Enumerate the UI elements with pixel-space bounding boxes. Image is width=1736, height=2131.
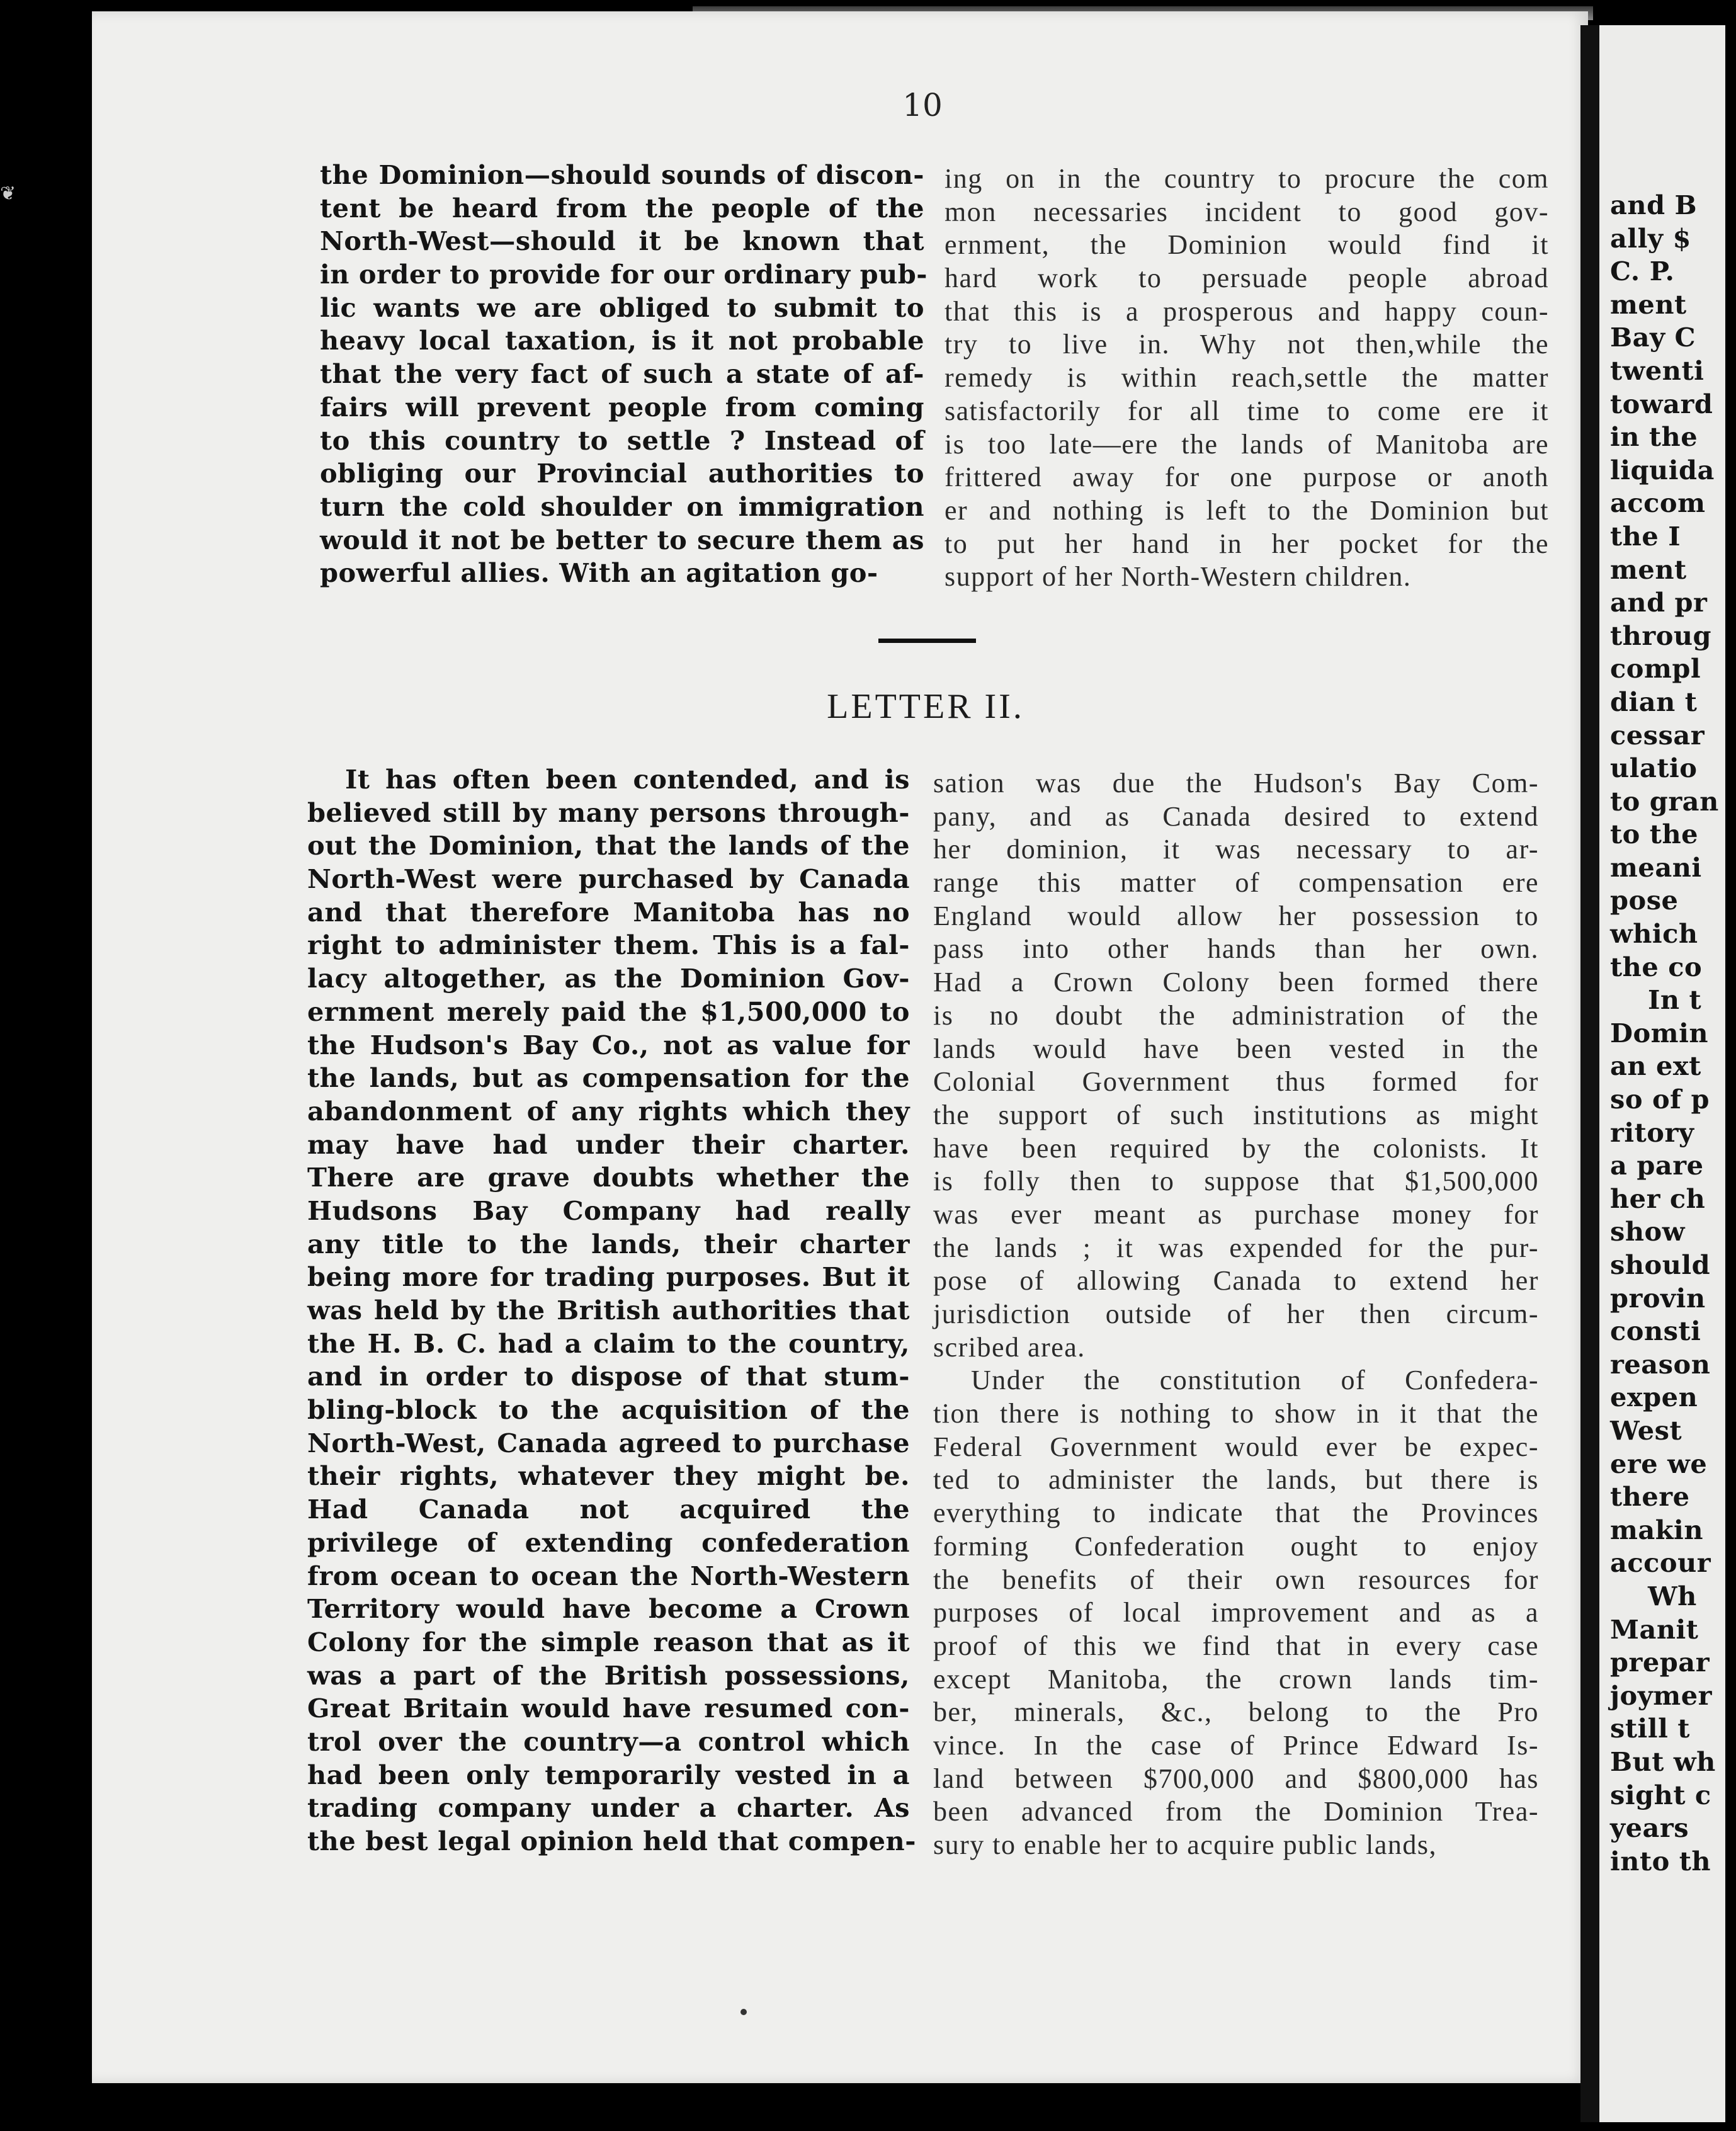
text-line: was a part of the British possessions,: [307, 1659, 910, 1691]
text-line: to put her hand in her pocket for the: [945, 528, 1549, 559]
text-line: show: [1610, 1216, 1685, 1247]
text-line: turn the cold shoulder on immigration: [320, 491, 924, 522]
text-line: the lands ; it was expended for the pur-: [933, 1232, 1539, 1263]
text-line: in the: [1610, 421, 1698, 453]
margin-mark: ❦: [0, 183, 16, 205]
text-line: proof of this we find that in every case: [933, 1630, 1539, 1661]
text-line: sation was due the Hudson's Bay Com-: [933, 768, 1539, 798]
text-line: into th: [1610, 1845, 1711, 1877]
text-line: the co: [1610, 951, 1703, 982]
text-line: prepar: [1610, 1647, 1710, 1678]
text-line: accom: [1610, 487, 1706, 519]
text-line: which: [1610, 918, 1698, 950]
text-line: trading company under a charter. As: [307, 1792, 910, 1824]
text-line: Federal Government would ever be expec-: [933, 1431, 1539, 1462]
text-line: powerful allies. With an agitation go-: [320, 557, 878, 589]
text-line: believed still by many persons through-: [307, 797, 910, 828]
text-line: an ext: [1610, 1050, 1701, 1082]
letter-heading: LETTER II.: [827, 687, 1024, 726]
text-line: North-West, Canada agreed to purchase: [307, 1427, 910, 1458]
text-line: pose of allowing Canada to extend her: [933, 1265, 1539, 1297]
text-line: West: [1610, 1414, 1682, 1446]
text-line: lic wants we are obliged to submit to: [320, 292, 924, 323]
text-line: pany, and as Canada desired to extend: [933, 800, 1539, 832]
text-line: mon necessaries incident to good gov-: [945, 196, 1549, 227]
text-line: Wh: [1648, 1580, 1697, 1611]
text-line: throug: [1610, 620, 1712, 651]
text-line: lacy altogether, as the Dominion Gov-: [307, 963, 910, 994]
text-line: There are grave doubts whether the: [307, 1162, 910, 1193]
text-line: Hudsons Bay Company had really: [307, 1195, 910, 1226]
text-line: that the very fact of such a state of af-: [320, 358, 924, 390]
text-line: the lands, but as compensation for the: [307, 1062, 910, 1094]
text-line: North-West were purchased by Canada: [307, 863, 910, 895]
section-divider: [878, 639, 976, 643]
text-line: support of her North-Western children.: [945, 561, 1412, 593]
text-line: and pr: [1610, 587, 1708, 618]
text-line: bling-block to the acquisition of the: [307, 1394, 910, 1426]
text-line: was ever meant as purchase money for: [933, 1198, 1539, 1230]
ink-speck: [740, 2009, 747, 2015]
text-line: ally $: [1610, 222, 1691, 254]
text-line: the support of such institutions as might: [933, 1099, 1539, 1130]
text-line: that this is a prosperous and happy coun-: [945, 295, 1549, 327]
text-line: Manit: [1610, 1613, 1699, 1645]
text-line: is no doubt the administration of the: [933, 999, 1539, 1031]
text-line: makin: [1610, 1514, 1703, 1545]
text-line: the Dominion—should sounds of discon-: [320, 159, 924, 190]
text-line: try to live in. Why not then,while the: [945, 329, 1549, 360]
text-line: Territory would have become a Crown: [307, 1593, 910, 1625]
text-line: satisfactorily for all time to come ere it: [945, 395, 1549, 426]
text-line: provin: [1610, 1282, 1706, 1314]
text-line: and in order to dispose of that stum-: [307, 1361, 910, 1392]
text-line: tent be heard from the people of the: [320, 192, 924, 224]
text-line: vince. In the case of Prince Edward Is-: [933, 1729, 1539, 1761]
text-line: In t: [1648, 984, 1702, 1016]
text-line: have been required by the colonists. It: [933, 1132, 1539, 1164]
text-line: er and nothing is left to the Dominion but: [945, 494, 1549, 526]
text-line: jurisdiction outside of her then circum-: [933, 1298, 1539, 1329]
text-line: the I: [1610, 520, 1681, 552]
text-line: would it not be better to secure them as: [320, 524, 924, 555]
top-right-column: [945, 162, 1549, 594]
text-line: purposes of local improvement and as a: [933, 1597, 1539, 1628]
text-line: liquida: [1610, 454, 1715, 486]
next-page-text: [1610, 189, 1736, 1878]
text-line: scribed area.: [933, 1331, 1086, 1363]
text-line: a pare: [1610, 1150, 1704, 1181]
text-line: dian t: [1610, 686, 1698, 717]
text-line: the benefits of their own resources for: [933, 1564, 1539, 1595]
text-line: privilege of extending confederation: [307, 1526, 910, 1558]
text-line: toward: [1610, 388, 1713, 419]
text-line: their rights, whatever they might be.: [307, 1460, 910, 1492]
text-line: except Manitoba, the crown lands tim-: [933, 1663, 1539, 1695]
page-gutter: [1580, 25, 1599, 2122]
text-line: forming Confederation ought to enjoy: [933, 1530, 1539, 1562]
text-line: sury to enable her to acquire public lands,: [933, 1829, 1438, 1860]
text-line: ing on in the country to procure the com: [945, 163, 1549, 194]
text-line: to the: [1610, 819, 1699, 850]
text-line: her ch: [1610, 1183, 1706, 1214]
text-line: being more for trading purposes. But it: [307, 1261, 910, 1293]
text-line: cessar: [1610, 719, 1705, 751]
page-number: 10: [902, 87, 943, 123]
text-line: ment: [1610, 288, 1687, 320]
text-line: in order to provide for our ordinary pub-: [320, 259, 928, 290]
text-line: to gran: [1610, 785, 1719, 817]
text-line: been advanced from the Dominion Trea-: [933, 1796, 1539, 1827]
text-line: ment: [1610, 554, 1687, 585]
text-line: obliging our Provincial authorities to: [320, 458, 924, 489]
text-line: the H. B. C. had a claim to the country,: [307, 1327, 910, 1359]
text-line: ritory: [1610, 1117, 1694, 1148]
letter-right-column: [933, 767, 1539, 1862]
text-line: ted to administer the lands, but there is: [933, 1464, 1539, 1496]
text-line: the Hudson's Bay Co., not as value for: [307, 1029, 910, 1060]
text-line: Under the constitution of Confedera-: [971, 1365, 1539, 1396]
text-line: meani: [1610, 851, 1702, 883]
text-line: Had Canada not acquired the: [307, 1494, 910, 1525]
text-line: twenti: [1610, 355, 1705, 386]
text-line: land between $700,000 and $800,000 has: [933, 1763, 1539, 1794]
text-line: abandonment of any rights which they: [307, 1095, 910, 1127]
text-line: years: [1610, 1812, 1689, 1844]
text-line: to this country to settle ? Instead of: [320, 424, 924, 456]
text-line: consti: [1610, 1316, 1701, 1347]
text-line: still t: [1610, 1713, 1690, 1744]
text-line: Colonial Government thus formed for: [933, 1066, 1539, 1098]
top-left-column: [320, 159, 928, 590]
text-line: North-West—should it be known that: [320, 225, 924, 257]
text-line: joymer: [1610, 1679, 1712, 1711]
text-line: frittered away for one purpose or anoth: [945, 462, 1549, 493]
text-line: everything to indicate that the Provinces: [933, 1497, 1539, 1529]
text-line: ere we: [1610, 1448, 1708, 1479]
text-line: remedy is within reach,settle the matter: [945, 362, 1549, 394]
text-line: heavy local taxation, is it not probable: [320, 325, 924, 356]
text-line: was held by the British authorities that: [307, 1295, 910, 1326]
text-line: ber, minerals, &c., belong to the Pro: [933, 1696, 1539, 1728]
text-line: may have had under their charter.: [307, 1128, 910, 1160]
text-line: is too late—ere the lands of Manitoba are: [945, 428, 1549, 460]
text-line: pass into other hands than her own.: [933, 933, 1539, 965]
text-line: range this matter of compensation ere: [933, 867, 1539, 899]
text-line: It has often been contended, and is: [345, 764, 910, 795]
text-line: fairs will prevent people from coming: [320, 391, 924, 423]
text-line: lands would have been vested in the: [933, 1033, 1539, 1064]
text-line: and that therefore Manitoba has no: [307, 896, 910, 928]
text-line: But wh: [1610, 1746, 1716, 1777]
text-line: ernment merely paid the $1,500,000 to: [307, 996, 910, 1027]
text-line: so of p: [1610, 1084, 1710, 1115]
text-line: had been only temporarily vested in a: [307, 1759, 910, 1790]
text-line: reason: [1610, 1348, 1711, 1380]
letter-left-column: [307, 763, 916, 1858]
text-line: Had a Crown Colony been formed there: [933, 967, 1539, 998]
text-line: trol over the country—a control which: [307, 1725, 910, 1757]
text-line: the best legal opinion held that compen-: [307, 1826, 916, 1856]
text-line: sight c: [1610, 1779, 1711, 1810]
text-line: ernment, the Dominion would find it: [945, 229, 1549, 261]
text-line: pose: [1610, 885, 1679, 916]
text-line: from ocean to ocean the North-Western: [307, 1560, 910, 1591]
text-line: out the Dominion, that the lands of the: [307, 830, 910, 861]
text-line: is folly then to suppose that $1,500,000: [933, 1166, 1539, 1197]
text-line: tion there is nothing to show in it that the: [933, 1398, 1539, 1429]
text-line: compl: [1610, 653, 1701, 685]
text-line: and B: [1610, 190, 1698, 220]
text-line: Domin: [1610, 1017, 1709, 1048]
text-line: should: [1610, 1249, 1711, 1280]
text-line: there: [1610, 1481, 1690, 1513]
text-line: ulatio: [1610, 753, 1698, 784]
text-line: Great Britain would have resumed con-: [307, 1693, 910, 1724]
text-line: expen: [1610, 1382, 1698, 1413]
text-line: her dominion, it was necessary to ar-: [933, 834, 1539, 865]
text-line: hard work to persuade people abroad: [945, 263, 1549, 294]
text-line: C. P.: [1610, 256, 1675, 287]
text-line: England would allow her possession to: [933, 900, 1539, 931]
text-line: accour: [1610, 1547, 1711, 1579]
text-line: right to administer them. This is a fal-: [307, 929, 910, 961]
text-line: any title to the lands, their charter: [307, 1228, 910, 1259]
text-line: Bay C: [1610, 322, 1696, 353]
text-line: Colony for the simple reason that as it: [307, 1626, 910, 1657]
